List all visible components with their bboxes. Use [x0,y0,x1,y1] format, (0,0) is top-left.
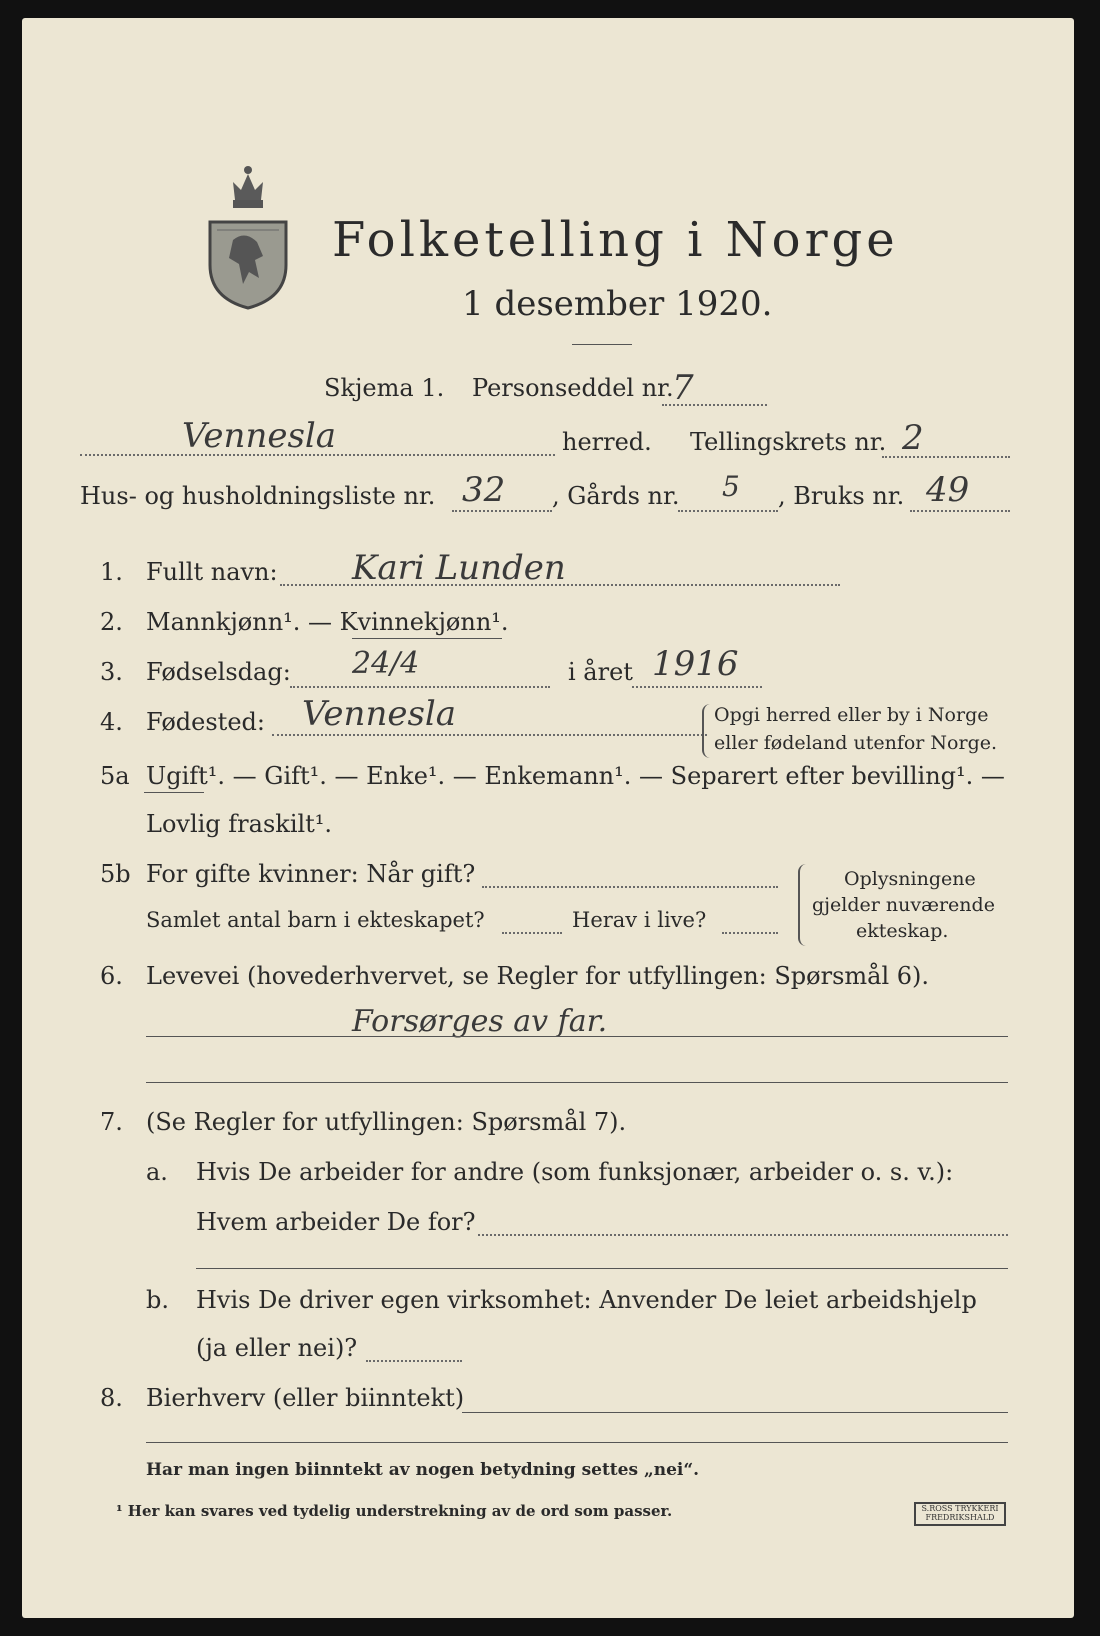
tellingskrets-value: 2 [902,418,924,458]
q5b-note-3: ekteskap. [856,920,949,942]
q3-year-field [632,686,762,688]
q7b-letter: b. [146,1286,169,1314]
q6-occupation-value: Forsørges av far. [352,1004,608,1039]
bruks-value: 49 [926,470,970,510]
q5b-note-1: Oplysningene [844,868,976,890]
tellingskrets-field [882,456,1010,458]
q7-label: (Se Regler for utfyllingen: Spørsmål 7). [146,1108,627,1136]
q4-field [272,734,707,736]
q5a-number: 5a [100,762,130,790]
q3-year-value: 1916 [652,644,739,684]
form-title: Folketelling i Norge [332,212,899,268]
personseddel-value: 7 [672,368,694,408]
gards-label: , Gårds nr. [552,482,680,510]
herred-value: Vennesla [182,416,337,456]
q1-full-name-value: Kari Lunden [352,548,566,588]
q1-number: 1. [100,558,123,586]
census-date: 1 desember 1920. [462,284,773,324]
divider [572,344,632,345]
q7a-line-2 [196,1268,1008,1269]
tellingskrets-label: Tellingskrets nr. [690,428,887,456]
q8-number: 8. [100,1384,123,1412]
q8-field [462,1412,1008,1413]
hus-label: Hus- og husholdningsliste nr. [80,482,436,510]
q7b-hired-help-field [366,1360,462,1362]
q2-underline-kvinnekjonn [352,638,502,639]
q7-number: 7. [100,1108,123,1136]
herred-field [80,454,555,456]
hus-field [452,510,552,512]
q5a-marital-options-2: Lovlig fraskilt¹. [146,810,333,838]
printer-stamp [914,1502,1006,1526]
q2-number: 2. [100,608,123,636]
q4-note-1: Opgi herred eller by i Norge [714,704,989,726]
q8-label: Bierhverv (eller biinntekt) [146,1384,465,1412]
q6-label: Levevei (hovederhvervet, se Regler for utfyllingen: Spørsmål 6). [146,962,930,990]
q7b-hired-help-label: (ja eller nei)? [196,1334,358,1362]
q7a-employer-label: Hvem arbeider De for? [196,1208,476,1236]
q5b-brace [798,864,806,946]
printer-stamp-line-2: FREDRIKSHALD [925,1513,995,1522]
q3-birthday-value: 24/4 [352,646,420,681]
q4-number: 4. [100,708,123,736]
q8-line-2 [146,1442,1008,1443]
q3-label: Fødselsdag: [146,658,291,686]
gards-value: 5 [722,470,740,503]
q5b-alive-field [722,932,778,934]
q3-field [290,686,550,688]
q5a-underline-ugift [144,792,204,793]
herred-label: herred. [562,428,652,456]
q6-line-2 [146,1082,1008,1083]
q5b-number: 5b [100,860,131,888]
q5b-alive-label: Herav i live? [572,908,707,932]
q7a-letter: a. [146,1158,168,1186]
hus-value: 32 [462,470,506,510]
q6-number: 6. [100,962,123,990]
gards-field [678,510,778,512]
q4-label: Fødested: [146,708,265,736]
q5b-children-field [502,932,562,934]
q5b-married-field [482,886,778,888]
census-form [22,18,1074,1618]
q3-year-label: i året [568,658,633,686]
q4-note-2: eller fødeland utenfor Norge. [714,732,998,754]
q5b-label: For gifte kvinner: Når gift? [146,860,476,888]
footnote: ¹ Her kan svares ved tydelig understrekning av de ord som passer. [116,1502,673,1520]
q5b-children-label: Samlet antal barn i ekteskapet? [146,908,485,932]
q4-brace [702,704,710,758]
schema-label: Skjema 1. [324,374,445,402]
q2-sex-options: Mannkjønn¹. — Kvinnekjønn¹. [146,608,509,636]
printer-stamp-line-1: S.ROSS TRYKKERI [921,1504,999,1513]
personseddel-field [662,404,767,406]
q3-number: 3. [100,658,123,686]
bruks-label: , Bruks nr. [778,482,905,510]
q8-note: Har man ingen biinntekt av nogen betydning settes „nei“. [146,1460,700,1480]
q6-line-1 [146,1036,1008,1037]
q7a-label: Hvis De arbeider for andre (som funksjonær, arbeider o. s. v.): [196,1158,954,1186]
q5b-note-2: gjelder nuværende [812,894,995,916]
q5a-marital-options: Ugift¹. — Gift¹. — Enke¹. — Enkemann¹. — Separert efter bevilling¹. — [146,762,1005,790]
coat-of-arms-icon [205,160,291,310]
q4-birthplace-value: Vennesla [302,694,457,734]
q1-label: Fullt navn: [146,558,278,586]
q7a-employer-field [478,1234,1008,1236]
bruks-field [910,510,1010,512]
q1-field [280,584,840,586]
q7b-label: Hvis De driver egen virksomhet: Anvender De leiet arbeidshjelp [196,1286,977,1314]
personseddel-label: Personseddel nr. [472,374,674,402]
